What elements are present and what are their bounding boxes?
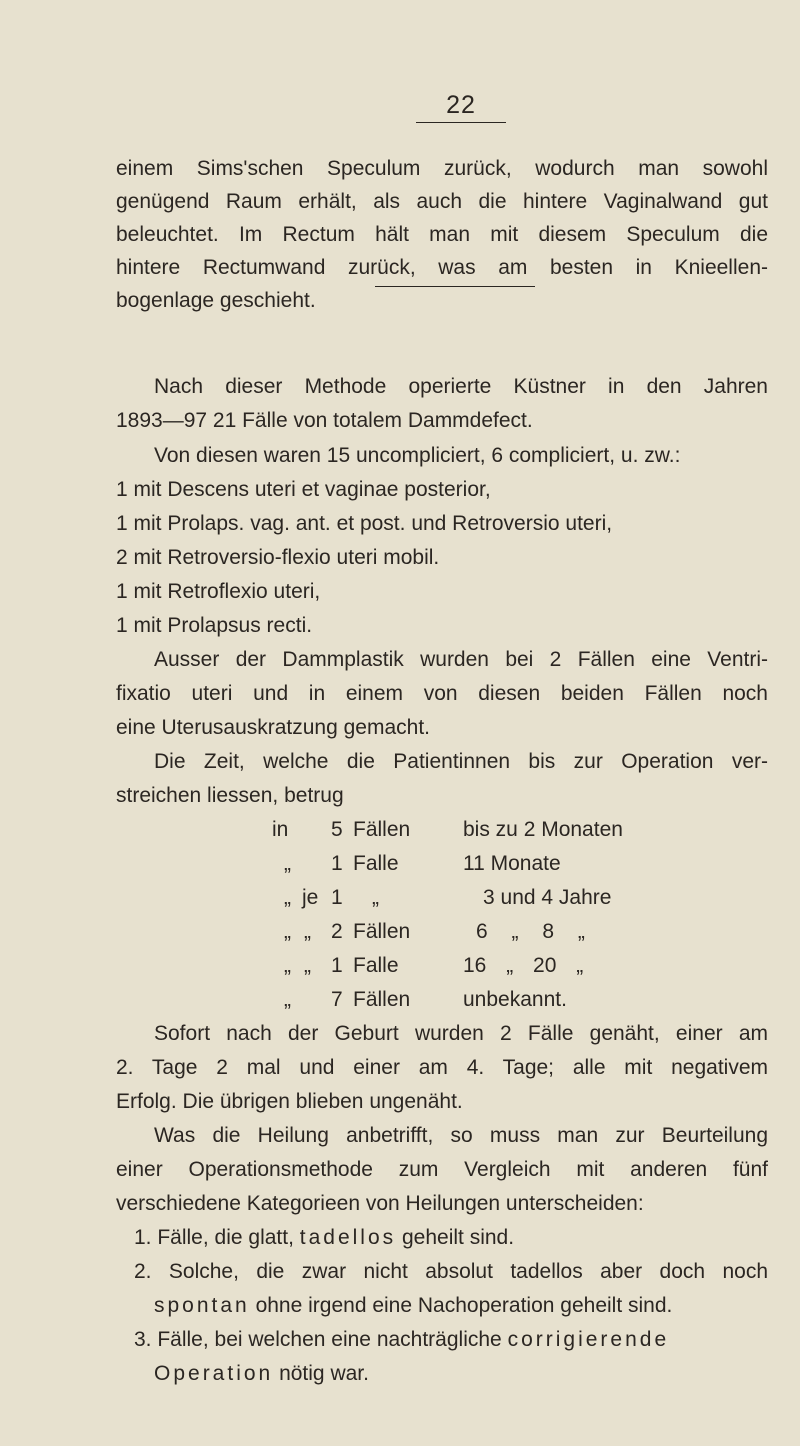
table-cell: unbekannt. xyxy=(463,988,567,1011)
list-item-continuation xyxy=(154,1363,369,1384)
text-line: Von diesen waren 15 uncompliciert, 6 compliciert, u. zw.: xyxy=(154,444,681,467)
list-item-text: ohne irgend eine Nachoperation geheilt sind. xyxy=(249,1294,673,1317)
table-cell: 16 „ 20 „ xyxy=(463,954,584,977)
list-item xyxy=(134,1329,669,1350)
text-line: genügend Raum erhält, als auch die hintere Vaginalwand gut xyxy=(116,190,768,213)
table-cell: 11 Monate xyxy=(463,852,561,875)
emphasis-text: Operation xyxy=(154,1362,274,1385)
text-line: Nach dieser Methode operierte Küstner in den Jahren xyxy=(154,375,768,398)
table-cell: 7 xyxy=(331,988,343,1011)
list-item-text: 3. Fälle, bei welchen eine nachträgliche xyxy=(134,1328,508,1351)
text-line: 1893—97 21 Fälle von totalem Dammdefect. xyxy=(116,409,533,432)
table-cell: 1 xyxy=(331,886,343,909)
table-cell: „ xyxy=(284,954,291,977)
text-line: streichen liessen, betrug xyxy=(116,784,344,807)
table-cell: Fällen xyxy=(353,818,411,841)
list-item: 1 mit Prolaps. vag. ant. et post. und Retroversio uteri, xyxy=(116,512,613,535)
table-cell: 1 xyxy=(331,954,343,977)
list-item: 2. Solche, die zwar nicht absolut tadellos aber doch noch xyxy=(134,1260,768,1283)
table-cell: Falle xyxy=(353,954,399,977)
text-line: Erfolg. Die übrigen blieben ungenäht. xyxy=(116,1090,463,1113)
table-cell: 6 „ 8 „ xyxy=(476,920,585,943)
table-cell: 3 und 4 Jahre xyxy=(483,886,612,909)
list-item-text: nötig war. xyxy=(273,1362,369,1385)
text-line: bogenlage geschieht. xyxy=(116,289,316,312)
table-cell: bis zu 2 Monaten xyxy=(463,818,623,841)
emphasis-text: spontan xyxy=(154,1294,250,1317)
text-line: beleuchtet. Im Rectum hält man mit diesem Speculum die xyxy=(116,223,768,246)
page-number: 22 xyxy=(416,91,506,123)
list-item: 2 mit Retroversio-flexio uteri mobil. xyxy=(116,546,440,569)
table-cell: Falle xyxy=(353,852,399,875)
list-item xyxy=(134,1227,514,1248)
list-item-continuation xyxy=(154,1295,672,1316)
table-cell: Fällen xyxy=(353,988,411,1011)
table-cell: „ xyxy=(304,920,311,943)
table-cell: 1 xyxy=(331,852,343,875)
text-line: Ausser der Dammplastik wurden bei 2 Fällen eine Ventri- xyxy=(154,648,768,671)
table-cell: 5 xyxy=(331,818,343,841)
list-item-text: 1. Fälle, die glatt, xyxy=(134,1226,300,1249)
text-line: Was die Heilung anbetrifft, so muss man zur Beurteilung xyxy=(154,1124,768,1147)
text-line: Die Zeit, welche die Patientinnen bis zur Operation ver- xyxy=(154,750,768,773)
text-line: 2. Tage 2 mal und einer am 4. Tage; alle mit negativem xyxy=(116,1056,768,1079)
text-line: hintere Rectumwand zurück, was am besten in Knieellen- xyxy=(116,256,768,279)
table-cell: „ xyxy=(284,920,291,943)
table-cell: „ xyxy=(284,886,291,909)
text-line: fixatio uteri und in einem von diesen beiden Fällen noch xyxy=(116,682,768,705)
table-cell: je xyxy=(302,886,319,909)
list-item-text: geheilt sind. xyxy=(396,1226,515,1249)
emphasis-text: tadellos xyxy=(299,1226,397,1249)
text-line: einer Operationsmethode zum Vergleich mit anderen fünf xyxy=(116,1158,768,1181)
section-divider xyxy=(375,286,535,287)
text-line: verschiedene Kategorieen von Heilungen unterscheiden: xyxy=(116,1192,644,1215)
text-line: einem Sims'schen Speculum zurück, wodurch man sowohl xyxy=(116,157,768,180)
table-cell: „ xyxy=(304,954,311,977)
table-cell: „ xyxy=(284,988,291,1011)
emphasis-text: corrigierende xyxy=(507,1328,670,1351)
list-item: 1 mit Descens uteri et vaginae posterior, xyxy=(116,478,491,501)
text-line: eine Uterusauskratzung gemacht. xyxy=(116,716,431,739)
list-item: 1 mit Retroflexio uteri, xyxy=(116,580,321,603)
table-cell: „ xyxy=(372,886,379,909)
table-cell: Fällen xyxy=(353,920,411,943)
table-cell: „ xyxy=(284,852,291,875)
table-cell: 2 xyxy=(331,920,343,943)
table-cell: in xyxy=(272,818,289,841)
list-item: 1 mit Prolapsus recti. xyxy=(116,614,313,637)
text-line: Sofort nach der Geburt wurden 2 Fälle genäht, einer am xyxy=(154,1022,768,1045)
